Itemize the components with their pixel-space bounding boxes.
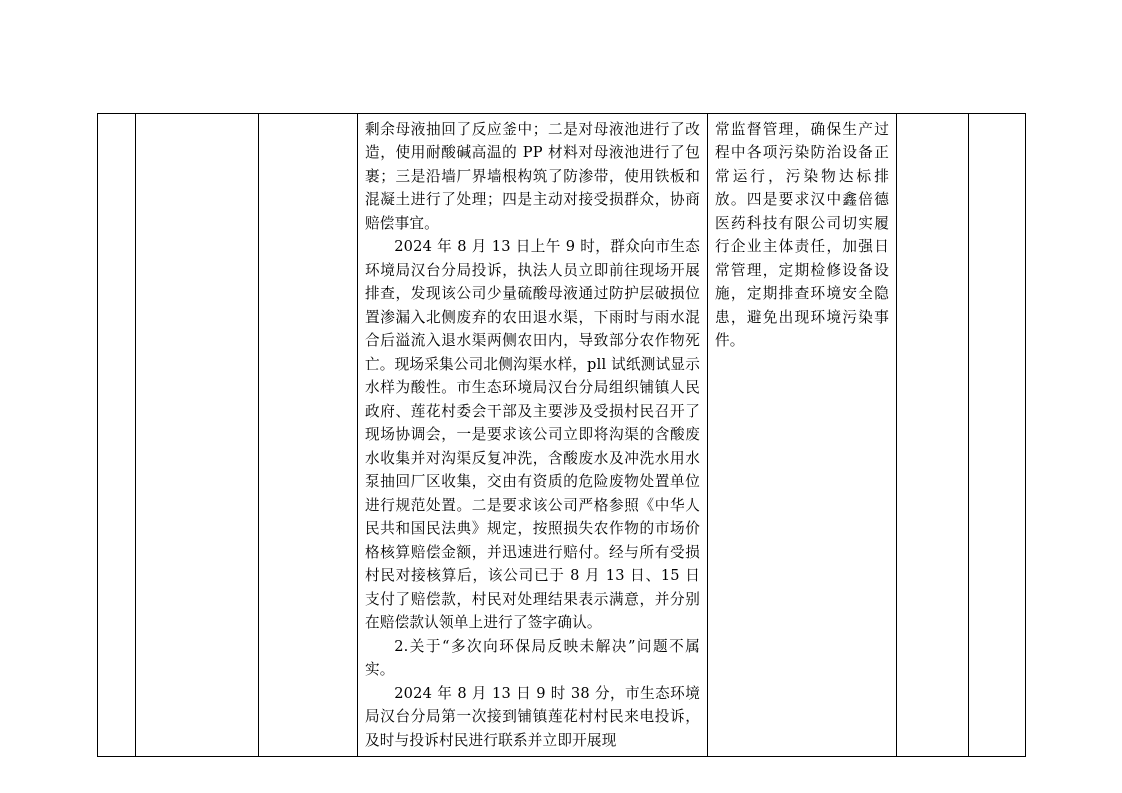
paragraph-investigation-2: 2024 年 8 月 13 日上午 9 时，群众向市生态环境局汉台分局投诉，执法人员立即前往现场开展排查，发现该公司少量硫酸母液通过防护层破损位置渗漏入北侧废弃的农田退水渠，下雨时与雨水混合后溢流入退水渠两侧农田内，导致部分农作物死亡。现场采集公司北侧沟渠水样，pll 试纸测试显示水样为酸性。市生态环境局汉台分局组织铺镇人民政府、莲花村委会干部及主要涉及受损村民召开了现场协调会，一是要求该公司立即将沟渠的含酸废水收集并对沟渠反复冲洗，含酸废水及冲洗水用水泵抽回厂区收集，交由有资质的危险废物处置单位进行规范处置。二是要求该公司严格参照《中华人民共和国民法典》规定，按照损失农作物的市场价格核算赔偿金额，并迅速进行赔付。经与所有受损村民对接核算后，该公司已于 8 月 13 日、15 日支付了赔偿款，村民对处理结果表示满意，并分别在赔偿款认领单上进行了签字确认。 <box>365 238 700 632</box>
cell-handling <box>708 114 897 757</box>
paragraph-investigation-1: 剩余母液抽回了反应釜中；二是对母液池进行了改造，使用耐酸碱高温的 PP 材料对母液池进行了包裹；三是沿墙厂界墙根构筑了防渗带，使用铁板和混凝土进行了处理；四是主动对接受损群众，协商赔偿事宜。 <box>365 121 700 232</box>
cell-accountability <box>969 114 1026 757</box>
cell-closed-status <box>897 114 969 757</box>
paragraph-investigation-4: 2024 年 8 月 13 日 9 时 38 分，市生态环境局汉台分局第一次接到铺镇莲花村村民来电投诉，及时与投诉村民进行联系并立即开展现 <box>365 684 700 749</box>
paragraph-investigation-3: 2.关于“多次向环保局反映未解决”问题不属实。 <box>365 637 700 679</box>
document-table <box>97 113 1026 757</box>
cell-serial-number <box>98 114 136 757</box>
table-row <box>98 114 1026 757</box>
cell-issue <box>136 114 259 757</box>
cell-investigation <box>358 114 708 757</box>
paragraph-handling-1: 常监督管理，确保生产过程中各项污染防治设备正常运行，污染物达标排放。四是要求汉中鑫倍德医药科技有限公司切实履行企业主体责任，加强日常管理，定期检修设备设施，定期排查环境安全隐患，避免出现环境污染事件。 <box>715 121 889 350</box>
cell-type <box>259 114 358 757</box>
